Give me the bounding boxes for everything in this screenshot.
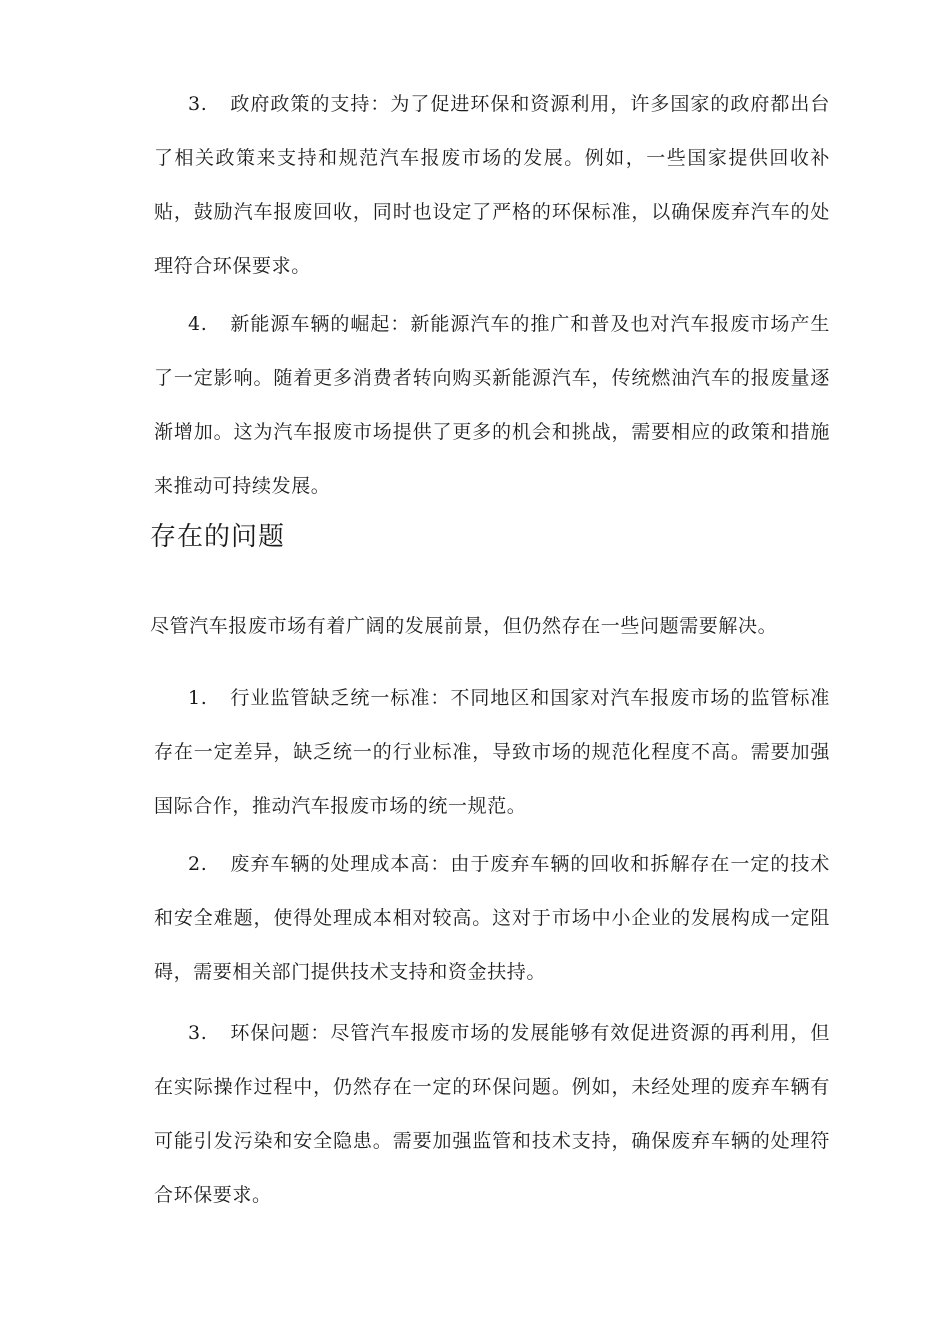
list-item-number: 4. — [188, 313, 208, 335]
section-intro-paragraph: 尽管汽车报废市场有着广阔的发展前景，但仍然存在一些问题需要解决。 — [150, 615, 778, 637]
list-item-number: 2. — [188, 853, 208, 875]
section-heading: 存在的问题 — [150, 522, 286, 552]
list-item-text: 新能源车辆的崛起：新能源汽车的推广和普及也对汽车报废市场产生了一定影响。随着更多消费者转向购买新能源汽车，传统燃油汽车的报废量逐渐增加。这为汽车报废市场提供了更多的机会和挑战，需要相应的政策和措施来推动可持续发展。 — [154, 313, 830, 497]
list-item-number: 3. — [188, 93, 208, 115]
list-item-number: 3. — [188, 1022, 208, 1044]
list-item-text: 废弃车辆的处理成本高：由于废弃车辆的回收和拆解存在一定的技术和安全难题，使得处理成本相对较高。这对于市场中小企业的发展构成一定阻碍，需要相关部门提供技术支持和资金扶持。 — [154, 853, 830, 983]
list-item-environmental-issues — [154, 1006, 830, 1222]
list-item-text: 行业监管缺乏统一标准：不同地区和国家对汽车报废市场的监管标准存在一定差异，缺乏统一的行业标准，导致市场的规范化程度不高。需要加强国际合作，推动汽车报废市场的统一规范。 — [154, 687, 830, 817]
list-item-text: 政府政策的支持：为了促进环保和资源利用，许多国家的政府都出台了相关政策来支持和规范汽车报废市场的发展。例如，一些国家提供回收补贴，鼓励汽车报废回收，同时也设定了严格的环保标准，以确保废弃汽车的处理符合环保要求。 — [154, 93, 830, 277]
list-item-policy-support — [154, 77, 830, 293]
list-item-regulation-standards — [154, 671, 830, 833]
list-item-new-energy-vehicles — [154, 297, 830, 513]
list-item-text: 环保问题：尽管汽车报废市场的发展能够有效促进资源的再利用，但在实际操作过程中，仍然存在一定的环保问题。例如，未经处理的废弃车辆有可能引发污染和安全隐患。需要加强监管和技术支持，确保废弃车辆的处理符合环保要求。 — [154, 1022, 830, 1206]
list-item-disposal-cost — [154, 837, 830, 999]
list-item-number: 1. — [188, 687, 208, 709]
